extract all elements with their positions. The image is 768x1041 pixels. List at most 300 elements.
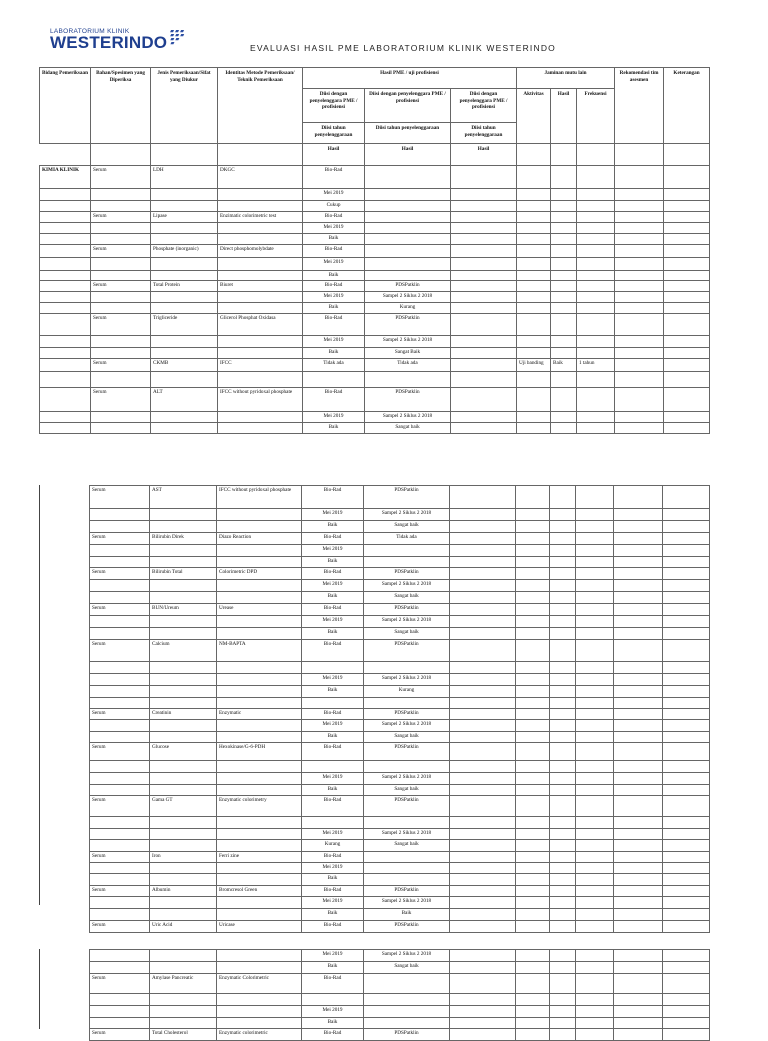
section-2-rows [90, 486, 710, 933]
table-cell [551, 281, 577, 292]
table-cell [150, 521, 217, 533]
table-cell [663, 662, 710, 674]
table-cell [614, 921, 663, 933]
table-cell [517, 423, 551, 434]
table-cell: Mei 2019 [302, 720, 364, 732]
table-cell [551, 412, 577, 423]
table-cell [302, 761, 364, 773]
table-cell [516, 909, 550, 921]
table-cell: Baik [302, 628, 364, 640]
table-cell: Baik [303, 348, 365, 359]
table-cell [614, 698, 663, 709]
table-cell [577, 423, 615, 434]
table-row [90, 743, 710, 761]
table-cell [450, 1018, 516, 1029]
table-cell [516, 773, 550, 785]
table-cell: Mei 2019 [302, 1006, 364, 1018]
table-row [90, 557, 710, 568]
table-cell: Baik [302, 962, 364, 974]
table-cell [90, 1018, 150, 1029]
table-cell [615, 372, 664, 388]
table-cell [550, 557, 576, 568]
table-cell [576, 874, 614, 886]
table-cell [90, 580, 150, 592]
table-cell: Serum [91, 245, 151, 258]
table-cell [218, 412, 303, 423]
table-cell [615, 223, 664, 234]
table-cell [151, 271, 218, 281]
table-cell [664, 372, 710, 388]
table-cell [217, 521, 302, 533]
table-row [90, 886, 710, 897]
header-frekuensi: Frekuensi [577, 89, 615, 144]
table-cell [551, 388, 577, 412]
table-cell [150, 773, 217, 785]
table-cell [151, 348, 218, 359]
table-cell [151, 258, 218, 271]
table-cell: Baik [302, 557, 364, 568]
table-row [40, 201, 710, 212]
table-cell [576, 829, 614, 840]
table-cell [550, 698, 576, 709]
table-cell [577, 166, 615, 189]
table-cell [615, 245, 664, 258]
table-cell [615, 258, 664, 271]
table-cell [516, 628, 550, 640]
table-cell [40, 223, 91, 234]
table-cell: Mei 2019 [302, 509, 364, 521]
table-cell [516, 486, 550, 509]
table-cell [451, 314, 517, 336]
table-cell [516, 720, 550, 732]
table-cell [90, 674, 150, 686]
table-cell [91, 336, 151, 348]
table-row [40, 336, 710, 348]
table-cell [516, 852, 550, 863]
table-cell [663, 921, 710, 933]
table-row [90, 674, 710, 686]
table-cell [90, 840, 150, 852]
table-row [90, 829, 710, 840]
table-cell [664, 423, 710, 434]
table-cell [576, 785, 614, 796]
table-cell [450, 732, 516, 743]
table-row [90, 698, 710, 709]
table-cell [217, 1018, 302, 1029]
table-cell [217, 698, 302, 709]
table-cell: Albumin [150, 886, 217, 897]
table-cell: Bio-Rad [303, 245, 365, 258]
section-2-left-rule [39, 485, 40, 905]
table-cell [550, 950, 576, 962]
table-cell [90, 509, 150, 521]
table-cell [217, 674, 302, 686]
table-cell [576, 709, 614, 720]
table-cell [516, 662, 550, 674]
table-cell: PDSPatklin [365, 388, 451, 412]
table-cell [365, 166, 451, 189]
table-cell: Serum [90, 486, 150, 509]
table-cell [302, 698, 364, 709]
table-row [40, 292, 710, 303]
table-cell: Bio-Rad [302, 852, 364, 863]
table-row [90, 852, 710, 863]
table-cell [90, 773, 150, 785]
table-row [40, 234, 710, 245]
table-cell [517, 292, 551, 303]
table-cell: Bio-Rad [302, 486, 364, 509]
table-row [40, 388, 710, 412]
table-cell [615, 189, 664, 201]
table-cell [577, 234, 615, 245]
table-cell: Urease [217, 604, 302, 616]
table-cell [90, 732, 150, 743]
table-cell [364, 863, 450, 874]
table-cell [451, 303, 517, 314]
table-cell [40, 303, 91, 314]
table-cell [576, 897, 614, 909]
table-cell [90, 761, 150, 773]
table-cell: 1 tahun [577, 359, 615, 372]
table-cell [150, 962, 217, 974]
table-cell [550, 509, 576, 521]
table-cell [40, 258, 91, 271]
table-cell [614, 1029, 663, 1041]
lab-logo [50, 28, 190, 60]
subheader-hasil-3: Hasil [451, 144, 517, 166]
table-cell: Sampel 2 Siklus 2 2018 [365, 412, 451, 423]
table-cell [364, 874, 450, 886]
table-cell [663, 743, 710, 761]
table-cell [516, 686, 550, 698]
table-cell [663, 509, 710, 521]
table-cell [550, 796, 576, 817]
table-cell [663, 616, 710, 628]
table-cell [450, 580, 516, 592]
table-cell [151, 412, 218, 423]
table-cell [551, 234, 577, 245]
table-cell [614, 640, 663, 662]
table-cell [516, 580, 550, 592]
table-cell [450, 897, 516, 909]
table-cell [450, 662, 516, 674]
table-cell [663, 580, 710, 592]
table-row [90, 909, 710, 921]
table-cell: Baik [302, 874, 364, 886]
table-cell [217, 829, 302, 840]
table-cell [218, 234, 303, 245]
table-cell [577, 412, 615, 423]
table-cell [576, 852, 614, 863]
table-cell: Baik [303, 303, 365, 314]
table-row [90, 580, 710, 592]
table-cell [664, 189, 710, 201]
table-cell: PDSPatklin [364, 796, 450, 817]
table-cell [577, 336, 615, 348]
table-cell [218, 303, 303, 314]
table-cell [450, 720, 516, 732]
table-cell [150, 785, 217, 796]
table-cell: Bio-Rad [302, 640, 364, 662]
table-cell [150, 545, 217, 557]
table-cell [615, 359, 664, 372]
table-cell [551, 223, 577, 234]
table-cell [516, 674, 550, 686]
table-cell [663, 640, 710, 662]
header-bidang: Bidang Pemeriksaan [40, 68, 91, 144]
table-cell [614, 662, 663, 674]
document-title: EVALUASI HASIL PME LABORATORIUM KLINIK WESTERINDO [250, 43, 556, 53]
table-cell [40, 234, 91, 245]
table-cell [450, 533, 516, 545]
table-cell: Mei 2019 [302, 616, 364, 628]
header-hasil-pme: Hasil PME / uji profisiensi [303, 68, 517, 89]
table-cell [40, 281, 91, 292]
table-cell [217, 686, 302, 698]
table-row [90, 897, 710, 909]
table-row [90, 796, 710, 817]
table-cell [517, 166, 551, 189]
table-row [90, 662, 710, 674]
table-cell [90, 785, 150, 796]
table-cell [90, 662, 150, 674]
table-cell [614, 545, 663, 557]
table-cell: Serum [91, 166, 151, 189]
table-cell: Sangat baik [364, 521, 450, 533]
table-cell: PDSPatklin [364, 709, 450, 720]
table-cell [40, 201, 91, 212]
table-cell [517, 189, 551, 201]
table-cell [90, 909, 150, 921]
table-row [40, 359, 710, 372]
table-cell [365, 223, 451, 234]
table-row [40, 314, 710, 336]
table-cell [550, 1006, 576, 1018]
table-cell: Mei 2019 [302, 863, 364, 874]
table-cell: IFCC [218, 359, 303, 372]
table-cell [40, 388, 91, 412]
header-tahun-3: Diisi tahun penyelenggaraan [451, 123, 517, 144]
table-cell: Sangat baik [364, 785, 450, 796]
table-cell [217, 580, 302, 592]
table-cell [516, 950, 550, 962]
table-cell [517, 388, 551, 412]
table-cell: Bio-Rad [303, 314, 365, 336]
table-cell: Serum [91, 359, 151, 372]
table-cell: Bio-Rad [302, 604, 364, 616]
table-cell [614, 509, 663, 521]
table-cell: Bio-Rad [302, 743, 364, 761]
table-cell [450, 994, 516, 1006]
table-cell [550, 852, 576, 863]
table-cell [550, 709, 576, 720]
table-row [90, 592, 710, 604]
table-cell [450, 773, 516, 785]
table-cell [663, 732, 710, 743]
table-cell [40, 189, 91, 201]
table-cell [40, 212, 91, 223]
table-cell [150, 994, 217, 1006]
table-cell [576, 545, 614, 557]
table-cell [451, 234, 517, 245]
table-cell: Sampel 2 Siklus 2 2018 [364, 509, 450, 521]
table-row [90, 974, 710, 994]
header-jenis: Jenis Pemeriksaan/Sifat yang Diukur [151, 68, 218, 144]
table-cell [150, 674, 217, 686]
table-cell [550, 962, 576, 974]
table-cell [150, 840, 217, 852]
table-cell [451, 201, 517, 212]
table-row [90, 1006, 710, 1018]
table-row [90, 950, 710, 962]
table-cell [551, 166, 577, 189]
table-cell [451, 258, 517, 271]
table-cell [551, 423, 577, 434]
table-cell [150, 686, 217, 698]
table-cell [551, 314, 577, 336]
table-cell [577, 372, 615, 388]
table-row [90, 761, 710, 773]
table-cell [576, 486, 614, 509]
table-cell [664, 348, 710, 359]
table-cell [550, 1029, 576, 1041]
section-3-rows [90, 950, 710, 1041]
table-cell [614, 840, 663, 852]
table-row [40, 348, 710, 359]
table-cell [550, 674, 576, 686]
table-cell [614, 557, 663, 568]
table-cell [517, 245, 551, 258]
table-cell [217, 785, 302, 796]
table-cell [576, 698, 614, 709]
table-cell [663, 557, 710, 568]
table-cell [151, 303, 218, 314]
table-cell [517, 201, 551, 212]
table-cell [364, 974, 450, 994]
table-cell [576, 974, 614, 994]
table-cell [450, 874, 516, 886]
table-row [90, 785, 710, 796]
table-cell: Sampel 2 Siklus 2 2018 [365, 336, 451, 348]
table-cell: BUN/Ureum [150, 604, 217, 616]
table-cell: Sampel 2 Siklus 2 2018 [364, 829, 450, 840]
table-cell [90, 686, 150, 698]
table-cell [576, 662, 614, 674]
table-cell [450, 568, 516, 580]
table-cell [90, 962, 150, 974]
table-cell [150, 1006, 217, 1018]
table-cell [91, 292, 151, 303]
table-cell [217, 545, 302, 557]
table-cell [450, 486, 516, 509]
table-cell [663, 909, 710, 921]
table-cell [91, 201, 151, 212]
table-cell [663, 863, 710, 874]
table-cell [516, 732, 550, 743]
table-cell [450, 743, 516, 761]
table-cell [614, 592, 663, 604]
table-cell [576, 761, 614, 773]
table-cell [516, 557, 550, 568]
table-cell [577, 281, 615, 292]
table-cell [614, 886, 663, 897]
header-sub-3: Diisi dengan penyelenggara PME / profisiensi [451, 89, 517, 123]
table-cell: Serum [90, 796, 150, 817]
table-row [90, 533, 710, 545]
table-cell [516, 568, 550, 580]
table-cell [150, 829, 217, 840]
table-cell [516, 604, 550, 616]
table-cell [364, 761, 450, 773]
table-cell [151, 234, 218, 245]
table-cell: Glucose [150, 743, 217, 761]
table-cell [663, 1006, 710, 1018]
table-cell: Sangat baik [364, 962, 450, 974]
table-cell [450, 604, 516, 616]
table-cell [614, 628, 663, 640]
pme-table-section-3 [89, 949, 710, 1041]
logo-swoosh-icon [168, 28, 192, 50]
table-cell [576, 674, 614, 686]
pme-table-section-2 [89, 485, 710, 933]
table-cell [550, 592, 576, 604]
table-cell: Enzymatic Colorimetric [217, 974, 302, 994]
table-cell [576, 568, 614, 580]
table-cell: Kurang [364, 686, 450, 698]
table-cell [217, 732, 302, 743]
table-cell [550, 840, 576, 852]
table-cell [91, 189, 151, 201]
table-cell [151, 201, 218, 212]
table-cell: Amylase Pancreatic [150, 974, 217, 994]
table-cell [551, 245, 577, 258]
table-cell [516, 897, 550, 909]
section-3-left-rule [39, 949, 40, 1029]
table-cell [217, 863, 302, 874]
table-cell [614, 1018, 663, 1029]
table-cell [218, 201, 303, 212]
table-cell: Gama GT [150, 796, 217, 817]
table-cell [663, 686, 710, 698]
table-cell [663, 486, 710, 509]
table-cell [450, 962, 516, 974]
table-cell [614, 521, 663, 533]
table-cell [90, 829, 150, 840]
table-cell [550, 604, 576, 616]
table-cell: Sampel 2 Siklus 2 2018 [364, 616, 450, 628]
table-cell: Uric Acid [150, 921, 217, 933]
table-cell: Serum [90, 604, 150, 616]
table-cell [516, 1006, 550, 1018]
table-cell [550, 829, 576, 840]
table-cell [550, 874, 576, 886]
table-cell [576, 962, 614, 974]
table-cell [577, 292, 615, 303]
table-cell [217, 909, 302, 921]
table-cell: Baik [303, 271, 365, 281]
table-cell [451, 271, 517, 281]
table-cell [551, 201, 577, 212]
table-cell [550, 773, 576, 785]
table-cell [614, 686, 663, 698]
table-cell [516, 829, 550, 840]
table-cell [218, 423, 303, 434]
table-cell: NM-BAPTA [217, 640, 302, 662]
table-cell: Sangat Baik [365, 348, 451, 359]
table-cell [577, 189, 615, 201]
table-cell [516, 886, 550, 897]
table-cell [576, 773, 614, 785]
